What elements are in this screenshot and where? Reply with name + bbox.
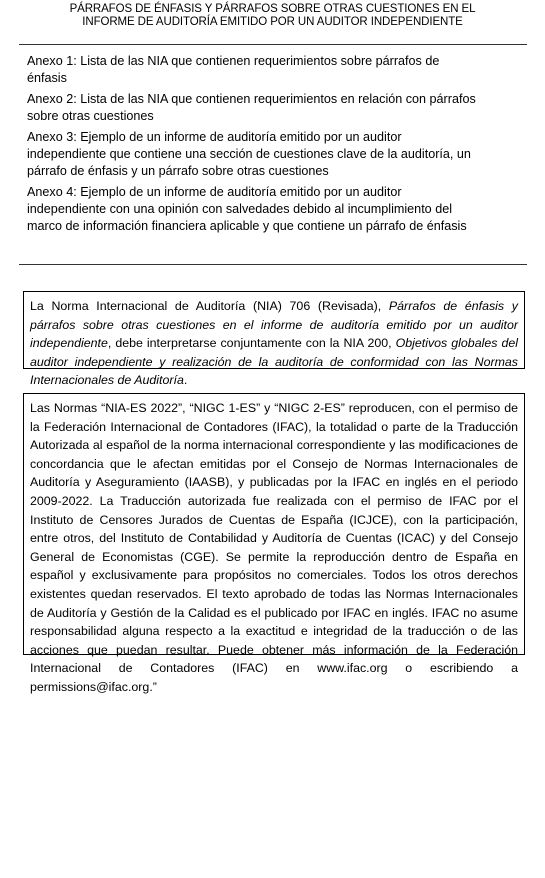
header-line-1: PÁRRAFOS DE ÉNFASIS Y PÁRRAFOS SOBRE OTRAS CUESTIONES EN EL — [69, 3, 476, 15]
intro-box — [23, 291, 525, 388]
annex-item-1: Anexo 1: Lista de las NIA que contienen requerimientos sobre párrafos de énfasis — [27, 54, 440, 85]
intro-text-part-3: . — [183, 373, 188, 388]
intro-text-part-1: La Norma Internacional de Auditoría (NIA) 706 (Revisada), — [30, 299, 389, 313]
copyright-text: Las Normas “NIA-ES 2022”, “NIGC 1-ES” y “NIGC 2-ES” reproducen, con el permiso de la Federación Internacional de Contadores (IFAC), la totalidad o parte de la Traducción Autorizada al español de la norma internacional correspondiente y las modificaciones de concordancia que le afectan emitidas por el Consejo de Normas Internacionales de Auditoría y Aseguramiento (IAASB), y publicadas por la IFAC en inglés en el periodo 2009-2022. La Traducción autorizada fue realizada con el permiso de IFAC por el Instituto de Censores Jurados de Cuentas de España (ICJCE), con la participación, entre otros, del Instituto de Contabilidad y Auditoría de Cuentas (ICAC) y del Consejo General de Economistas (CGE). Se permite la reproducción dentro de España en español y exclusivamente para propósitos no comerciales. Todos los otros derechos existentes quedan reservados. El texto aprobado de todas las Normas Internacionales de Auditoría y Gestión de la Calidad es el publicado por IFAC en inglés. IFAC no asume responsabilidad alguna respecto a la exactitud e integridad de la traducción o de las acciones que puedan resultar. Puede obtener más información de la Federación Internacional de Contadores (IFAC) en www.ifac.org o escribiendo a permissions@ifac.org.” — [30, 401, 518, 694]
page-header — [0, 3, 545, 29]
header-line-2: INFORME DE AUDITORÍA EMITIDO POR UN AUDITOR INDEPENDIENTE — [82, 16, 463, 28]
copyright-box — [23, 393, 525, 694]
intro-nia200-title: Objetivos globales del auditor independiente y realización de la auditoría de conformidad con las Normas Internacionales de Auditoría — [30, 336, 518, 388]
intro-standard-title: Párrafos de énfasis y párrafos sobre otras cuestiones en el informe de auditoría emitido por un auditor independiente — [30, 299, 518, 351]
intro-text-part-2: , debe interpretarse conjuntamente con la NIA 200, — [107, 336, 396, 351]
annex-item-4: Anexo 4: Ejemplo de un informe de auditoría emitido por un auditor independiente con una opinión con salvedades debido al incumplimiento del marco de información financiera aplicable y que contiene un párrafo de énfasis — [27, 185, 467, 233]
annex-list — [27, 53, 477, 239]
top-divider — [19, 44, 527, 45]
annex-item-2: Anexo 2: Lista de las NIA que contienen requerimientos en relación con párrafos sobre otras cuestiones — [27, 92, 476, 123]
annex-item-3: Anexo 3: Ejemplo de un informe de auditoría emitido por un auditor independiente que contiene una sección de cuestiones clave de la auditoría, un párrafo de énfasis y un párrafo sobre otras cuestiones — [27, 130, 471, 178]
bottom-divider — [19, 264, 527, 265]
